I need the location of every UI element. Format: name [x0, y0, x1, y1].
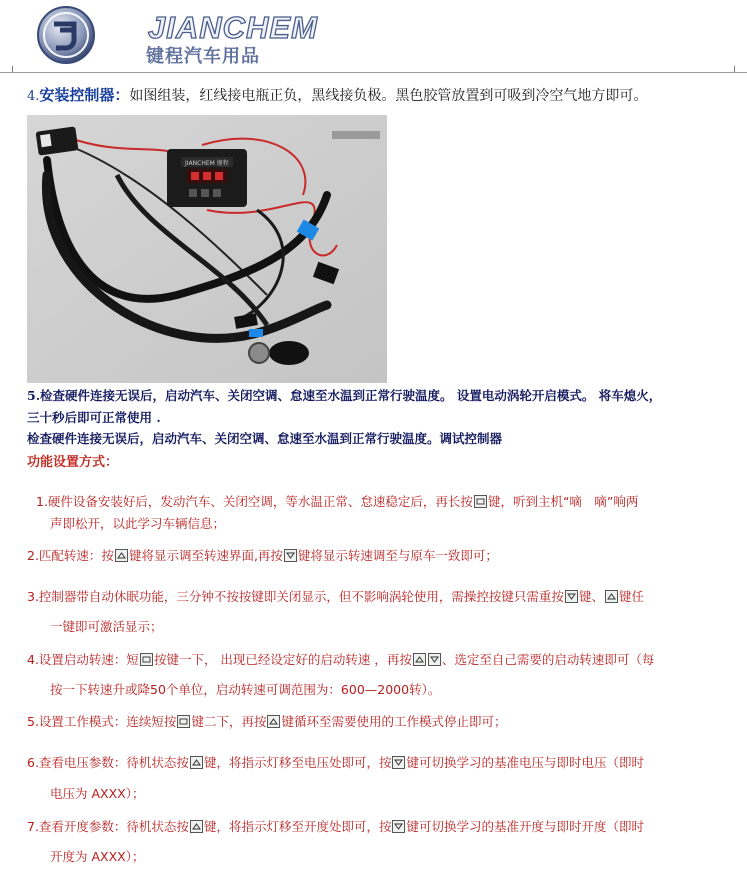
item6-line2: 电压为 AXXX）；: [50, 786, 145, 801]
step4-text: 如图组装，红线接电瓶正负，黑线接负极。黑色胶管放置到可吸到冷空气地方即可。: [129, 88, 648, 104]
item3-text-b: 键、: [578, 589, 604, 604]
item6-text-a: 6.查看电压参数：待机状态按: [27, 755, 189, 770]
item4-text-a: 4.设置启动转速：短: [27, 652, 139, 667]
jianchem-emblem-icon: [30, 4, 112, 66]
item6-text-c: 键可切换学习的基准电压与即时电压（即时: [406, 755, 644, 770]
item3-line1: [27, 587, 644, 605]
item2-text-b: 键将显示调至转速界面,再按: [128, 548, 283, 563]
up-key-icon: [267, 715, 280, 728]
item7-text-c: 键可切换学习的基准开度与即时开度（即时: [406, 819, 644, 834]
item1-line2: 声即松开，以此学习车辆信息；: [50, 516, 226, 531]
item3-text-c: 键任: [618, 589, 644, 604]
item7-line1: [27, 817, 644, 835]
item6-line1: [27, 753, 644, 771]
item3-line2: 一键即可激活显示；: [50, 619, 163, 634]
item1-text-b: 键，听到主机“嘀 嘀”响两: [487, 494, 639, 509]
down-key-icon: [428, 653, 441, 666]
item4-line2: 按一下转速升或降50个单位，启动转速可调范围为：600—2000转）。: [50, 682, 441, 697]
down-key-icon: [565, 590, 578, 603]
controller-brand-label: JIANCHEM 键程: [185, 160, 229, 167]
step5-line2: 三十秒后即可正常使用 .: [27, 410, 161, 425]
step4-number: 4.: [27, 89, 40, 104]
set-key-icon: [140, 653, 153, 666]
item6-text-b: 键，将指示灯移至电压处即可，按: [203, 755, 392, 770]
down-key-icon: [392, 820, 405, 833]
header-rule: [0, 72, 747, 73]
item5-text-c: 键循环至需要使用的工作模式停止即可；: [281, 714, 507, 729]
step4-line: [27, 84, 647, 105]
item4-text-c: 、选定至自己需要的启动转速即可（每: [441, 652, 655, 667]
item7-line2: 开度为 AXXX）；: [50, 849, 145, 864]
set-key-icon: [474, 495, 487, 508]
item4-text-b: 按键一下， 出现已经设定好的启动转速 ，再按: [153, 652, 412, 667]
set-key-icon: [177, 715, 190, 728]
item5-text-b: 键二下，再按: [191, 714, 267, 729]
item4-line1: [27, 650, 654, 668]
item7-text-a: 7.查看开度参数：待机状态按: [27, 819, 189, 834]
function-settings-heading: 功能设置方式：: [27, 455, 119, 470]
down-key-icon: [392, 756, 405, 769]
item7-text-b: 键，将指示灯移至开度处即可，按: [203, 819, 392, 834]
up-key-icon: [190, 820, 203, 833]
item2-text-a: 2.匹配转速：按: [27, 548, 114, 563]
jianchem-logo: [30, 4, 318, 67]
item1-text-a: 1.硬件设备安装好后，发动汽车、关闭空调，等水温正常、怠速稳定后，再长按: [36, 494, 473, 509]
up-key-icon: [413, 653, 426, 666]
step5-line1: 5.检查硬件连接无误后，启动汽车、关闭空调、怠速至水温到正常行驶温度。 设置电动涡轮开启模式。 将车熄火，: [27, 388, 662, 403]
item5-text-a: 5.设置工作模式：连续短按: [27, 714, 177, 729]
item1-line1: [36, 492, 638, 510]
step5-line3: 检查硬件连接无误后，启动汽车、关闭空调、怠速至水温到正常行驶温度。调试控制器: [27, 431, 503, 446]
down-key-icon: [284, 549, 297, 562]
item2-line1: [27, 546, 498, 564]
item5-line1: [27, 712, 506, 730]
up-key-icon: [115, 549, 128, 562]
up-key-icon: [605, 590, 618, 603]
item2-text-c: 键将显示转速调至与原车一致即可；: [297, 548, 498, 563]
up-key-icon: [190, 756, 203, 769]
step4-heading: 安装控制器：: [39, 86, 130, 104]
logo-brand: JIANCHEM: [148, 10, 318, 45]
logo-brand-cn: 键程汽车用品: [146, 46, 260, 67]
controller-wiring-photo: [27, 115, 387, 383]
item3-text-a: 3.控制器带自动休眠功能，三分钟不按按键即关闭显示，但不影响涡轮使用，需操控按键只需重按: [27, 589, 564, 604]
